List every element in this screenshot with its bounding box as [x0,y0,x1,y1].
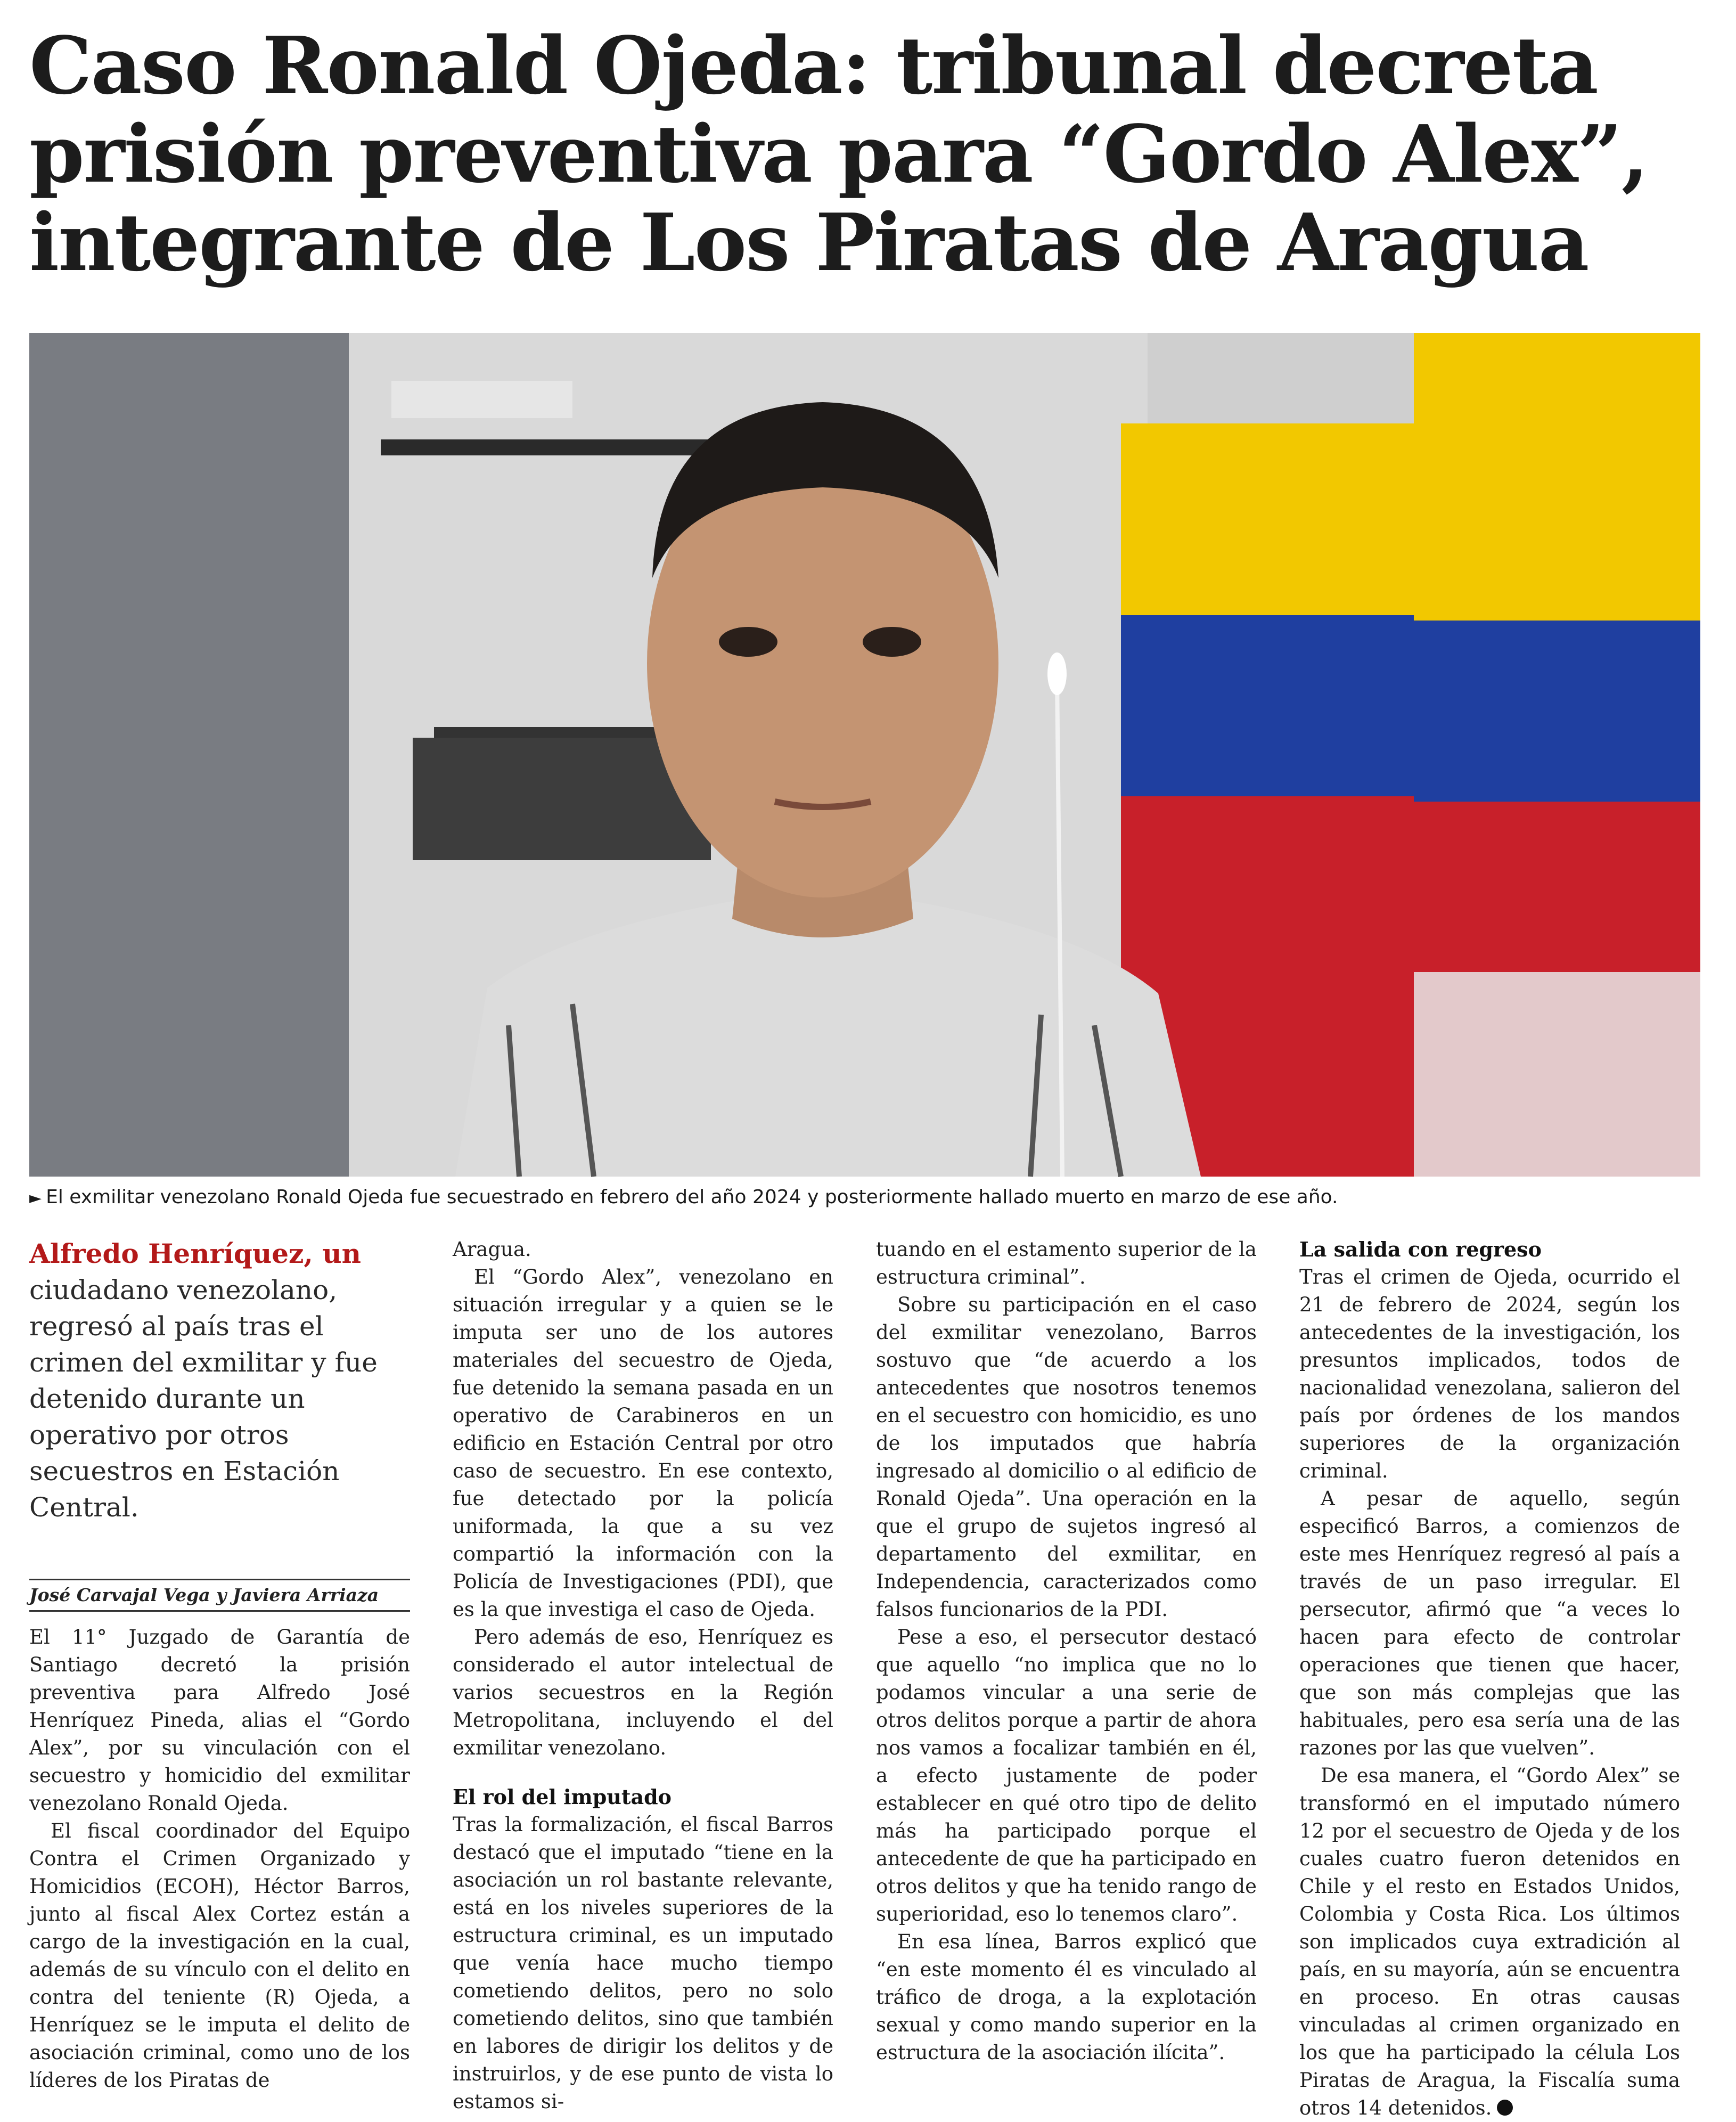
column-1 [29,1236,410,2094]
column-4 [1299,1236,1680,2122]
portrait-illustration [29,333,1700,1177]
paragraph: Tras la formalización, el fiscal Barros destacó que el imputado “tiene en la asociación un rol bastante relevante, está en los niveles superiores de la estructura criminal, es un imputado que venía hace mucho tiempo cometiendo delitos, pero no solo cometiendo delitos, sino que también en labores de dirigir los delitos y de instruirlos, y de ese punto de vista lo estamos si- [453,1813,833,2113]
headline-line-1: Caso Ronald Ojeda: tribunal decreta [29,19,1598,112]
lead-accent: Alfredo Henríquez, un [29,1238,361,1269]
paragraph: El “Gordo Alex”, venezolano en situación irregular y a quien se le imputa ser uno de los autores materiales del secuestro de Ojeda, fue detenido la semana pasada en un operativo de Carabineros en un edificio en Estación Central por otro caso de secuestro. En ese contexto, fue detectado por la policía uniformada, la que a su vez compartió la información con la Policía de Investigaciones (PDI), que es la que investiga el caso de Ojeda. [453,1266,833,1621]
paragraph: Aragua. [453,1238,531,1261]
paragraph: Pese a eso, el persecutor destacó que aquello “no implica que no lo podamos vincular a una serie de otros delitos porque a partir de ahora nos vamos a focalizar también en él, a efecto justamente de poder establecer en qué otro tipo de delito más ha participado porque el antecedente de que ha participado en otros delitos y que ha tenido rango de superioridad, eso lo tenemos claro”. [876,1626,1257,1925]
headline-line-3: integrante de Los Piratas de Aragua [29,196,1588,289]
subhead-rol: El rol del imputado [453,1785,672,1809]
subhead-salida: La salida con regreso [1299,1237,1542,1261]
paragraph: En esa línea, Barros explicó que “en este momento él es vinculado al tráfico de droga, a la explotación sexual y como mando superior en la estructura de la asociación ilícita”. [876,1930,1257,2064]
caption-text: El exmilitar venezolano Ronald Ojeda fue secuestrado en febrero del año 2024 y posteriormente hallado muerto en marzo de ese año. [46,1186,1338,1208]
paragraph: Tras el crimen de Ojeda, ocurrido el 21 de febrero de 2024, según los antecedentes de la investigación, los presuntos implicados, todos de nacionalidad venezolana, salieron del país por órdenes de los mandos superiores de la organización criminal. [1299,1266,1680,1482]
lead-paragraph [29,1236,410,1525]
paragraph: A pesar de aquello, según especificó Barros, a comienzos de este mes Henríquez regresó al país a través de un paso irregular. El persecutor, afirmó que “a veces lo hacen para efecto de controlar operaciones que tienen que hacer, que son más complejas que las habituales, pero esa sería una de las razones por las que vuelven”. [1299,1487,1680,1759]
column-2 [453,1236,833,2116]
paragraph: El 11° Juzgado de Garantía de Santiago decretó la prisión preventiva para Alfredo José Henríquez Pineda, alias el “Gordo Alex”, por su vinculación con el secuestro y homicidio del exmilitar venezolano Ronald Ojeda. [29,1626,410,1815]
headline-line-2: prisión preventiva para “Gordo Alex”, [29,108,1648,200]
column-3 [876,1236,1257,2067]
paragraph-text: De esa manera, el “Gordo Alex” se transformó en el imputado número 12 por el secuestro de Ojeda y de los cuales cuatro fueron detenidos en Chile y el resto en Estados Unidos, Colombia y Costa Rica. Los últimos son implicados cuya extradición al país, en su mayoría, aún se encuentra en proceso. En otras causas vinculadas al crimen organizado en los que ha participado la célula Los Piratas de Aragua, la Fiscalía suma otros 14 detenidos. [1299,1764,1680,2119]
paragraph: El fiscal coordinador del Equipo Contra el Crimen Organizado y Homicidios (ECOH), Héctor Barros, junto al fiscal Alex Cortez están a cargo de la investigación en la cual, además de su vínculo con el delito en contra del teniente (R) Ojeda, a Henríquez se le imputa el delito de asociación criminal, como uno de los líderes de los Piratas de [29,1819,410,2092]
paragraph: Pero además de eso, Henríquez es considerado el autor intelectual de varios secuestros en la Región Metropolitana, incluyendo el del exmilitar venezolano. [453,1626,833,1759]
end-mark-icon [1497,2100,1513,2116]
photo-caption [29,1184,1700,1212]
caption-marker-icon: ► [29,1189,42,1207]
byline: José Carvajal Vega y Javiera Arriaza [29,1579,410,1612]
paragraph [1299,1762,1680,2122]
paragraph: tuando en el estamento superior de la estructura criminal”. [876,1238,1257,1288]
flag-blue [1121,615,1440,796]
headline [29,21,1707,287]
lead-text: ciudadano venezolano, regresó al país tras el crimen del exmilitar y fue detenido durante un operativo por otros secuestros en Estación Central. [29,1275,378,1523]
paragraph: Sobre su participación en el caso del exmilitar venezolano, Barros sostuvo que “de acuerdo a los antecedentes que nosotros tenemos en el secuestro con homicidio, es uno de los imputados que habría ingresado al domicilio o al edificio de Ronald Ojeda”. Una operación en la que el grupo de sujetos ingresó al departamento del exmilitar, en Independencia, caracterizados como falsos funcionarios de la PDI. [876,1293,1257,1621]
article-photo [29,333,1700,1177]
